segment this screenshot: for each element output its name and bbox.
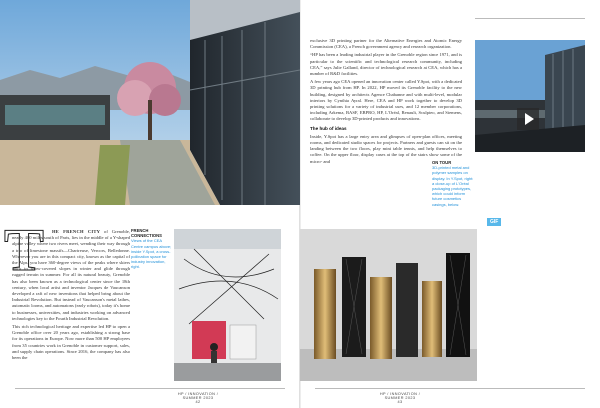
packaging-graphic	[300, 229, 477, 381]
packaging-prototypes-photo	[300, 229, 477, 381]
french-connections-caption	[131, 228, 173, 270]
gif-badge: GIF	[487, 218, 501, 226]
folio-right	[370, 392, 430, 404]
page-number: 42	[195, 400, 201, 404]
lead-caps: HE FRENCH CITY	[52, 229, 101, 234]
body-paragraph: A few years ago CEA opened an innovation center called Y.Spot, with a dedicated 3D printing hub from HP. In 2022, HP moved its Grenoble facility to the new building, designed by architects Agence Chabanne and with multi-level, modular interiors by Cynthia Ayral. Here, CEA and HP work together to develop 3D printing solutions for a variety of industrial uses, and 12 member corporations, including Arkema, BASF, EBPRO, HP, L'Oréal, Renault, Sculpteo, and Siemens, collaborate to develop 3D-printed products and innovations.	[310, 79, 462, 122]
bottom-rule-right	[315, 388, 585, 389]
caption-text: 3D-printed metal and polymer samples on display. In Y.Spot, right: a close-up of L'Oréal packaging prototypes, which could inform future cosmetics casings, below.	[432, 165, 474, 207]
body-paragraph: Inside, Y.Spot has a large entry area and glimpses of open-plan offices, meeting rooms, and dedicated studio spaces for projects. Partners and guests can sit on the landing between the two floors, play mini table tennis, and help themselves to coffee. On the upper floor, display cases at the top of the stairs show some of the micro- and	[310, 133, 462, 164]
body-paragraph: “HP has been a leading industrial player in the Grenoble region since 1971, and is particular to the scientific and technological research community, including CEA,” says Julie Galland, director of technological research at CEA, which has a number of R&D facilities.	[310, 52, 462, 77]
on-tour-caption	[432, 160, 474, 207]
caption-text: Views of the CEA Centre campus above; inside Y.Spot, a cross-pollination space for industry innovation, right.	[131, 238, 172, 270]
lead-paragraph	[12, 229, 130, 322]
top-right-text-column	[310, 38, 462, 167]
folio-title: HP / INNOVATION / SUMMER 2023	[379, 392, 421, 400]
caption-title: FRENCH CONNECTIONS	[131, 228, 162, 239]
video-play-button[interactable]	[517, 108, 539, 130]
body-paragraph: This rich technological heritage and expertise led HP to open a Grenoble office over 20 years ago, establishing a strong base for its operations in Europe. Now more than 500 HP employees from 35 countries work in Grenoble in customer support, sales, and supply chain operations. Since 2016, the company has also been the	[12, 324, 130, 361]
bottom-rule-left	[15, 388, 285, 389]
interior-graphic	[174, 229, 281, 381]
yspot-building-graphic	[475, 40, 585, 152]
campus-photo	[0, 0, 300, 205]
section-heading: The hub of ideas	[310, 125, 347, 131]
folio-title: HP / INNOVATION / SUMMER 2023	[177, 392, 219, 400]
body-paragraph: exclusive 3D printing partner for the Alternative Energies and Atomic Energy Commission (CEA), a French government agency and research organization.	[310, 38, 462, 50]
drop-cap: T	[4, 217, 45, 283]
caption-title: ON TOUR	[432, 160, 452, 165]
page-number: 43	[397, 400, 403, 404]
left-article-column	[12, 229, 130, 363]
top-rule	[475, 18, 585, 19]
yspot-interior-photo	[174, 229, 281, 381]
yspot-building-photo[interactable]	[475, 40, 585, 152]
campus-photo-graphic	[0, 0, 300, 205]
lead-text: of Grenoble, nearly 400 miles south of Paris, lies in the middle of a Y-shaped alpine valley where two rivers meet, wending their way through a trio of limestone massifs—Chartreuse, Vercors, Belledonne. Wherever you are in this compact city, known as the capital of the Alps, you have 360-degree views of the peaks where skiers flock to snow-covered slopes in winter and glide through rugged terrain in summer. For all its natural beauty, Grenoble has also been known as a technological center since the 18th century, when local artist and inventor Jacques de Vaucanson developed a raft of new inventions that helped bring about the Industrial Revolution. But instead of Vaucanson's metal lathes, automatic looms, and automatons (early robots), today it's home to businesses, universities, and industries working on advanced technologies key to the Fourth Industrial Revolution.	[12, 229, 130, 321]
play-icon	[525, 113, 534, 125]
folio-left	[168, 392, 228, 404]
